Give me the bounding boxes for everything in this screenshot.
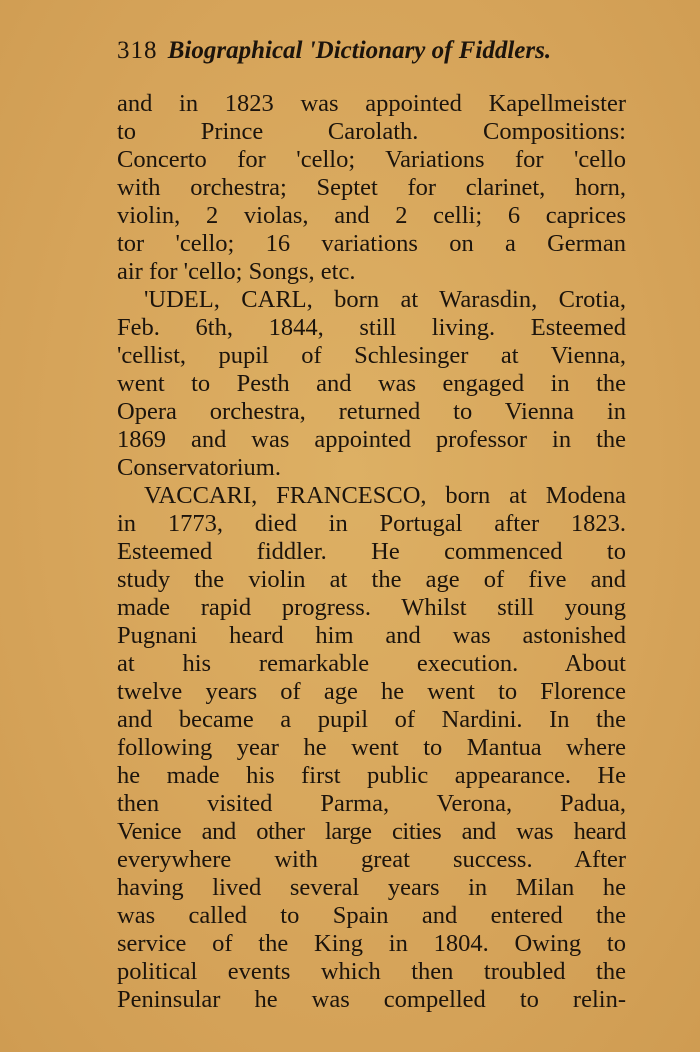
text-line: Feb. 6th, 1844, still living. Esteemed [117, 314, 626, 341]
text-line: study the violin at the age of five and [117, 566, 626, 593]
text-line: Peninsular he was compelled to relin- [117, 986, 626, 1013]
text-line: he made his first public appearance. He [117, 762, 626, 789]
text-line: following year he went to Mantua where [117, 734, 626, 761]
text-line: violin, 2 violas, and 2 celli; 6 caprices [117, 202, 626, 229]
entry-heading-udel: 'UDEL, CARL, born at Warasdin, Crotia, [144, 286, 626, 313]
text-line: 1869 and was appointed professor in the [117, 426, 626, 453]
text-line: Pugnani heard him and was astonished [117, 622, 626, 649]
text-line: 'cellist, pupil of Schlesinger at Vienna, [117, 342, 626, 369]
text-line: at his remarkable execution. About [117, 650, 626, 677]
text-line: air for 'cello; Songs, etc. [117, 258, 356, 285]
page-number: 318 [117, 37, 158, 64]
text-line: everywhere with great success. After [117, 846, 626, 873]
entry-heading-vaccari: VACCARI, FRANCESCO, born at Modena [144, 482, 626, 509]
text-line: and in 1823 was appointed Kapellmeister [117, 90, 626, 117]
text-line: went to Pesth and was engaged in the [117, 370, 626, 397]
text-line: then visited Parma, Verona, Padua, [117, 790, 626, 817]
text-line: was called to Spain and entered the [117, 902, 626, 929]
text-line: twelve years of age he went to Florence [117, 678, 626, 705]
text-line: with orchestra; Septet for clarinet, horn, [117, 174, 626, 201]
text-line: Opera orchestra, returned to Vienna in [117, 398, 626, 425]
text-line: made rapid progress. Whilst still young [117, 594, 626, 621]
text-line: in 1773, died in Portugal after 1823. [117, 510, 626, 537]
text-line: to Prince Carolath. Compositions: [117, 118, 626, 145]
page-body [117, 90, 626, 1014]
running-title: Biographical 'Dictionary of Fiddlers. [167, 37, 552, 64]
text-line: service of the King in 1804. Owing to [117, 930, 626, 957]
page-header [117, 36, 617, 66]
text-line: Esteemed fiddler. He commenced to [117, 538, 626, 565]
text-line: political events which then troubled the [117, 958, 626, 985]
text-line: and became a pupil of Nardini. In the [117, 706, 626, 733]
text-line: tor 'cello; 16 variations on a German [117, 230, 626, 257]
text-line: having lived several years in Milan he [117, 874, 626, 901]
text-line: Concerto for 'cello; Variations for 'cello [117, 146, 626, 173]
text-line: Venice and other large cities and was heard [117, 818, 626, 845]
text-line: Conservatorium. [117, 454, 281, 481]
